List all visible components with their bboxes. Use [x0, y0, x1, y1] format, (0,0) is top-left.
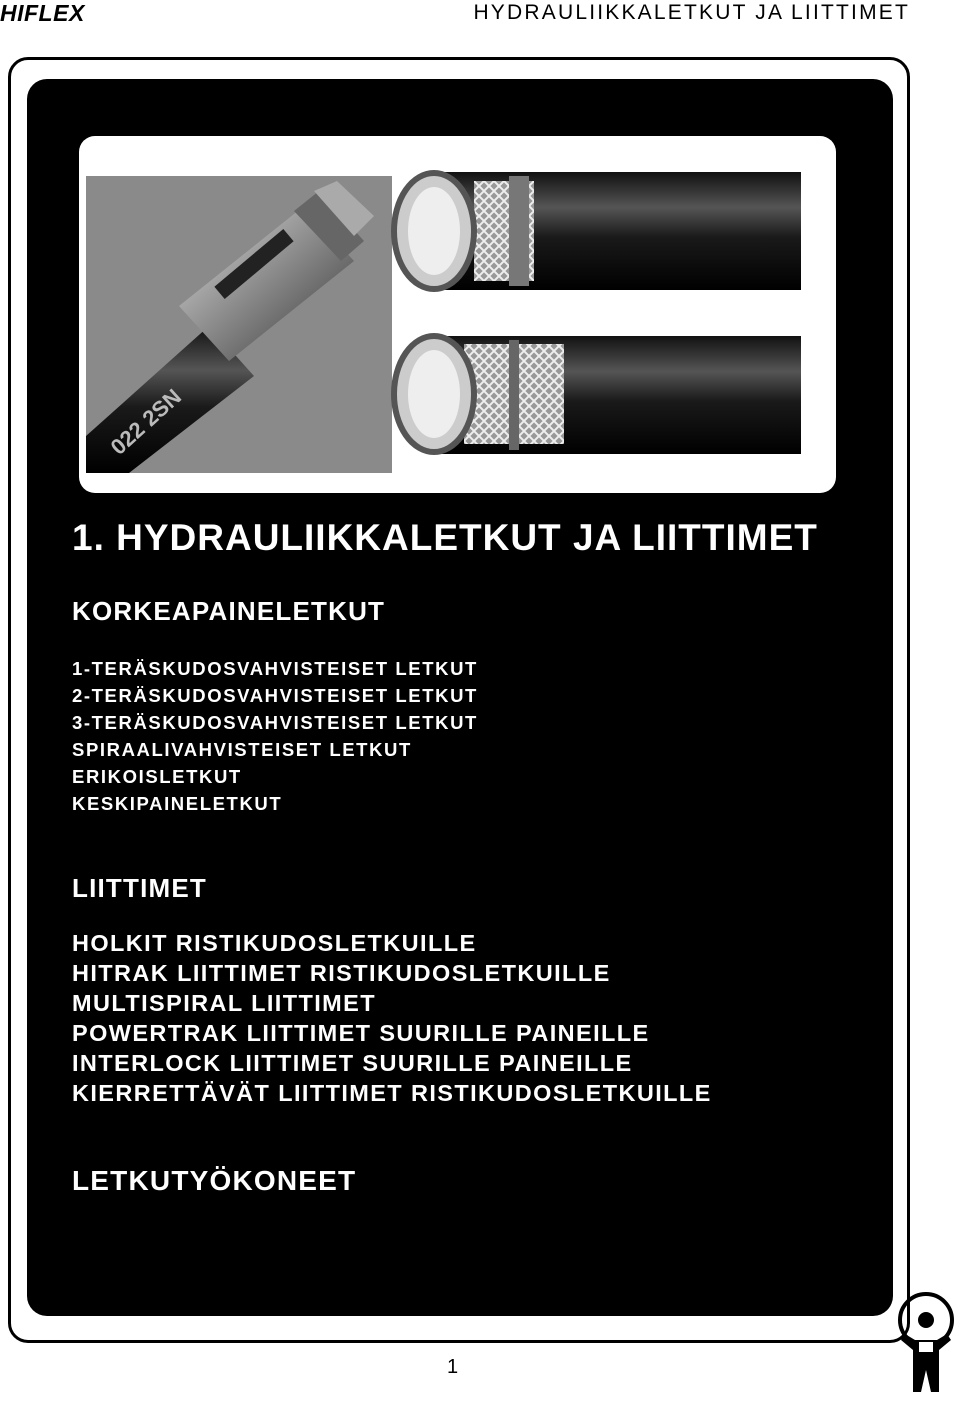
hoses-heading: KORKEAPAINELETKUT [72, 596, 386, 626]
worker-logo-icon [895, 1292, 957, 1401]
list-item: MULTISPIRAL LIITTIMET [72, 990, 376, 1016]
list-item: KESKIPAINELETKUT [72, 793, 283, 814]
tools-heading: LETKUTYÖKONEET [72, 1165, 357, 1196]
fittings-heading: LIITTIMET [72, 873, 207, 903]
running-header-title: HYDRAULIIKKALETKUT JA LIITTIMET [473, 1, 910, 24]
list-item: 3-TERÄSKUDOSVAHVISTEISET LETKUT [72, 712, 478, 733]
hose-list [72, 655, 478, 817]
list-item: SPIRAALIVAHVISTEISET LETKUT [72, 739, 412, 760]
brand-name: HIFLEX [0, 0, 85, 26]
main-heading: 1. HYDRAULIIKKALETKUT JA LIITTIMET [72, 517, 818, 558]
fittings-list [72, 928, 712, 1108]
list-item: POWERTRAK LIITTIMET SUURILLE PAINEILLE [72, 1020, 650, 1046]
list-item: 2-TERÄSKUDOSVAHVISTEISET LETKUT [72, 685, 478, 706]
product-photo [79, 136, 836, 493]
hose-cutaway-top [394, 172, 801, 290]
page-number: 1 [447, 1356, 459, 1378]
list-item: KIERRETTÄVÄT LIITTIMET RISTIKUDOSLETKUILLE [72, 1080, 712, 1106]
hose-cutaway-bottom [394, 336, 801, 454]
list-item: INTERLOCK LIITTIMET SUURILLE PAINEILLE [72, 1050, 633, 1076]
list-item: ERIKOISLETKUT [72, 766, 242, 787]
hose-print-text: 022 2SN [105, 383, 186, 460]
list-item: HOLKIT RISTIKUDOSLETKUILLE [72, 930, 477, 956]
list-item: HITRAK LIITTIMET RISTIKUDOSLETKUILLE [72, 960, 611, 986]
list-item: 1-TERÄSKUDOSVAHVISTEISET LETKUT [72, 658, 478, 679]
